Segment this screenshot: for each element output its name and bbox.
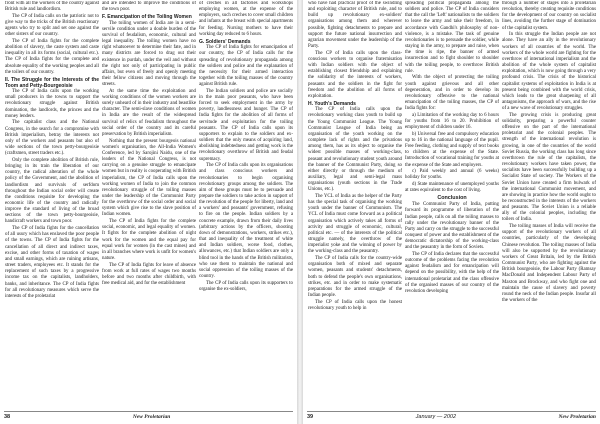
page-number: 39 (307, 414, 314, 420)
right-column-1 (308, 1, 402, 409)
left-page-columns (5, 1, 293, 409)
issue-date: January — 2002 (415, 414, 457, 420)
paragraph: The YCL of India as the helper of the Party has the special task of organising the working youth under the banner of Communism. The YCL of India must come forward as a political organisation which actively takes all forms of activity and struggle of economic, cultural, political etc. — of the interests of the political struggle namely, the overthrow of the imperialist yoke and the winning of power by the working-class and the peasantry. (308, 193, 402, 255)
paragraph: c) Paid weekly and annual (6 weeks) holiday for youths. (405, 169, 499, 181)
paragraph: The CP of India calls upon the revolutionary working class youth to build up the Young Communist League. The Young Communist League of India being an organisation of the youth working on the complete lack of rights and the privations among them, has as its object to organise the widest possible masses of working-class, peasant and revolutionary student youth around the banner of the Communist Party, doing so either directly or through the medium of auxiliary, legal and semi-legal mass organisations (youth sections in the Trade Unions, etc.). (308, 107, 402, 193)
paragraph: The Indian soldiers and police are socially in the main poor peasants, who have been forced to seek employment in the army by poverty, landlessness and hunger. The CP of India fights for the abolition of all forms of servitude and exploitation for the toiling peasants. The CP of India calls upon its supporters to explain to the soldiers and ex-soldiers that the only means of acquiring land, abolishing indebtedness and getting work is the revolutionary overthrow of British and feudal supremacy. (199, 88, 293, 162)
paragraph: With the object of protecting the toiling youth against grievous and all other degeneration, and in order to develop its revolutionary offensive to the national emancipation of the toiling masses, the CP of India fights for: (405, 75, 499, 112)
right-page-footer (307, 411, 596, 422)
paragraph: Nothing that the present bourgeois national women's organisation, the All-India Women's Conference, led by Sarojini Naidu, one of the leaders of the National Congress, is not carrying on a genuine struggle to emancipate women but in reality is cooperating with British imperialism, the CP of India calls upon the working women of India to join the common revolutionary struggle of the toiling masses under the leadership of the Communist Party for the overthrow of the social order and social system which give rise to the slave position of Indian women. (102, 138, 196, 218)
left-page (0, 0, 297, 424)
paragraph: The toiling masses of India will receive the support of the revolutionary workers of all countries, particularly of the developing Chinese revolution. The toiling masses of India will also be supported by the revolutionary workers of Great Britain, led by the British Communist Party, who are fighting against the British bourgeoisie, the Labour Party (Ramsay MacDonald and Independent Labour Party of Maxton and Brockway, and who fight one and maintain the cause of slavery and poverty round the neck of the Indian people. Insofar all the workers of the (502, 224, 596, 303)
paragraph: b) Universal free and compulsory education up to 16 in the national language of the pupil. Free feeding, clothing and supply of text books to children at the expense of the State. Introduction of vocational training for youths at the expense of the State and employers. (405, 131, 499, 168)
paragraph: The capitalist class and the National Congress, in the search for a compromise with British imperialism, betray the interests not only of the workers and peasants but also of wide sections of the town petty-bourgeoisie (craftsmen, street traders etc.). (5, 120, 99, 157)
section-heading: F. Emancipation of the Toiling Women (102, 14, 192, 21)
paragraph: through a number of stages into a proletarian revolution, thereby creating requisite conditions for the development of our country on socialist lines, avoiding the further stage of domination of the capitalist system. (502, 1, 596, 31)
paragraph: of creches in all factories and workshops employing women, at the expense of the employers, such creches to cover small children and infants at the breast with special apartments for feeding. Nursing mothers to have their working day reduced to 6 hours. (199, 1, 293, 37)
paragraph: The CP of India fights for emancipation of our country, the CP of India calls for the spreading of revolutionary propaganda among the soldiers and police and the explanation of the necessity for their armed interaction together with the toiling masses of the country against British rule. (199, 45, 293, 88)
paragraph: The toiling women of India are in a semi-servile condition under a double burden of the survival of feudalism, economic, cultural and legal inequality. The toiling women have no right whatsoever to determine their fate, and in many districts are forced to drag out their existence in purdah, under the veil and without the right not only of participating in public affairs, but even of freely and openly meeting their fellow citizens and moving through the streets. (102, 20, 196, 88)
paragraph: The CP of India calls for the country-wide organisation both of mixed and separate women, peasants and students' detachments, both to defend the people's own organisations, strikes, etc. and in order to make systematic preparations for the armed struggle of the Indian people. (308, 256, 402, 298)
right-column-3 (502, 1, 596, 409)
paragraph: and are intended to improve the conditions of the town poor. (102, 1, 196, 13)
paragraph: The CP of India calls upon the working small producers in the towns to support the revolutionary struggle against British domination, the landlords, the princes and the money lenders. (5, 89, 99, 119)
paragraph: The CP of India declares that the successful outcome of the problems facing the revolution against feudalism and for emancipation will depend on the possibility, with the help of the international proletariat and the class offensive of the organised masses of our country of the revolution developing (405, 252, 499, 294)
right-page (303, 0, 600, 424)
paragraph: who have had practical proof of the swindling and exploiting character of British rule, and to build up revolutionary ex-soldiers' organisations among them and wherever possible, fighting detachments to prepare and support the future national insurrection and agrarian movement under the leadership of the Party. (308, 1, 402, 50)
section-heading: II. The Struggle for the Interests of the Toom and Petty-Bourgeoisie (5, 76, 99, 89)
paragraph: The CP of India calls upon its organisations and class conscious workers and revolutionaries to begin organising revolutionary groups among the soldiers. The aim of these groups must be to persuade and prepare the soldiers to take action in support of the revolution of the people for liberty, land and a workers' and peasants' government, refusing to fire on the people. Indian soldiers by a concrete example, drawn from their daily lives (arbitrary actions by the officers, shooting down of demonstrations, workers, strikes etc.), that and inequality of the treatment of white and Indian soldiers, worse food, clothes, allowances, etc.) that Indian soldiers are only a blind tool in the hands of the British militarists, who use them to maintain the national and social oppression of the toiling masses of the country. (199, 163, 293, 280)
paragraph: The CP of India calls upon the class-conscious workers to organise fraternisation with Indian soldiers with the object of establishing closest friendship and explaining the solidarity of the interests of workers, peasants and the soldiers in the fight for freedom and the abolition of all forms of exploitation. (308, 50, 402, 99)
section-heading: H. Youth's Demands (308, 100, 356, 107)
paragraph: At the same time the exploitation and working conditions of the women workers are surely unheard of in their industry and beastlike character. The semi-slave conditions of women in India are the result of the widespread survival of relics of feudalism throughout the social order of the country and its careful preservation by British imperialism. (102, 88, 196, 137)
paragraph: The CP of India calls upon its supporters to organise the ex-soldiers, (199, 280, 293, 292)
paragraph: The CP of India fights for the complete abolition of slavery, the caste system and caste inequality in all its forms (social, cultural etc.). The CP of India fights for the complete and absolute equality of the working peoples and all the toilers of our country. (5, 38, 99, 75)
paragraph: The growing crisis is producing great solidarity, preparing a powerful counter offensive on the part of the international proletariat and the colonial peoples. The strength of the international revolution is growing, in one of the countries of the world Soviet Russia, the working class has long since overthrown the rule of the capitalists, the revolutionary workers have taken power, the socialists have been successfully building up a Socialist State of society. The Workers of the Soviet Union have created a firm bulwark of the international Communist movement, and are showing in practice how the world ought to be reconstructed in the interests of the workers and peasants. The Soviet Union is a reliable ally of the colonial peoples, including the toilers of India. (502, 112, 596, 223)
paragraph: Only the complete abolition of British rule, bringing in its train the liberation of our country, the radical alteration of the whole policy of the Government, and the abolition of landlordism and survivals of serfdom throughout the Indian social order will create the conditions requisite for developing the economic life of the country and radically improve the standard of living of the broad sections of the town petty-bourgeoisie, handicraft workers and town poor. (5, 157, 99, 225)
paragraph: front with all the workers of the country against British rule and landlordism. (5, 1, 99, 13)
left-page-footer (4, 411, 293, 422)
right-page-columns (308, 1, 596, 409)
paragraph: The CP of India fights for leave of absence from work at full rates of wages two months before and two months after childbirth, with free medical aid, and for the establishment (102, 262, 196, 287)
right-column-2 (405, 1, 499, 409)
magazine-name: New Proletarian (558, 414, 596, 420)
page-number: 38 (4, 414, 11, 420)
paragraph: The Communist Party of India, putting forward its programme of liberation of the Indian people, calls on all the toiling masses to rally under the revolutionary banner of the Party and carry on the struggle to the successful conquest of power and the establishment of the democratic dictatorship of the working-class and the peasantry in the form of Soviets. (405, 202, 499, 251)
section-heading: Conclusion (437, 195, 467, 202)
left-column-3 (199, 1, 293, 409)
paragraph: The CP of India calls on the patriotic not to give way to the tricks of the British reactionary agents who try to split and set one against the other sisters of our country. (5, 13, 99, 38)
paragraph: The CP of India fights for the cancellation of all usury which has enslaved the poor people of the towns. The CP of India fights for the cancellation of all direct and indirect taxes, excise, and other forms of taxation of wages and small earnings, which are ruining artisans, street traders, employees etc. It stands for the replacement of such taxes by a progressive income tax on the capitalists, landholders, banks, and inheritance. The CP of India fights for all revolutionary measures which serve the interests of the proletariat (5, 226, 99, 299)
left-column-1 (5, 1, 99, 409)
section-heading: G. Soldiers' Demands (199, 38, 251, 45)
paragraph: The CP of India fights for the complete social, economic, and legal equality of women. It fights for the complete abolition of night work for the women and the equal pay for equal work for women (in the cast mines) and in all branches where work is unfit for women's nature. (102, 219, 196, 262)
paragraph: a) Limitation of the working day to 6 hours for youths from 16 to 20. Prohibition of employment of children under 16. (405, 112, 499, 131)
paragraph: spreading political propaganda among the soldiers and police. The CP of India considers that the call the 'Left' nationalists to the soldiers to leave the army and take their freedom, in accordance with Gandhi's philosophy of non-violence, is a mistake. The task of genuine revolutionaries is to persuade the soldier, while staying in the army, to prepare and raise, when the time is ripe, the banner of armed insurrection and to fight shoulder to shoulder with the toiling people, to overthrow British rule. (405, 1, 499, 74)
magazine-name: New Proletarian (132, 414, 171, 420)
paragraph: d) State maintenance of unemployed youths at rates equivalent to the cost of living. (405, 182, 499, 194)
paragraph: In this struggle the Indian people are not alone. They have an ally in the revolutionary workers of all countries of the world. The workers of the whole world are fighting for the overthrow of international imperialism and the abolition of the whole system of capitalist exploitation, which is now going through a very profound crisis. The crisis of the historical capitalist systems of exploitation in India is at present being combined with the world crisis, which leads to the great sharpening of all antagonisms, the approach of wars, and the rise of a new wave of revolutionary struggles. (502, 32, 596, 112)
left-column-2 (102, 1, 196, 409)
paragraph: The CP of India calls upon the honest revolutionary youth to help in (308, 299, 402, 311)
